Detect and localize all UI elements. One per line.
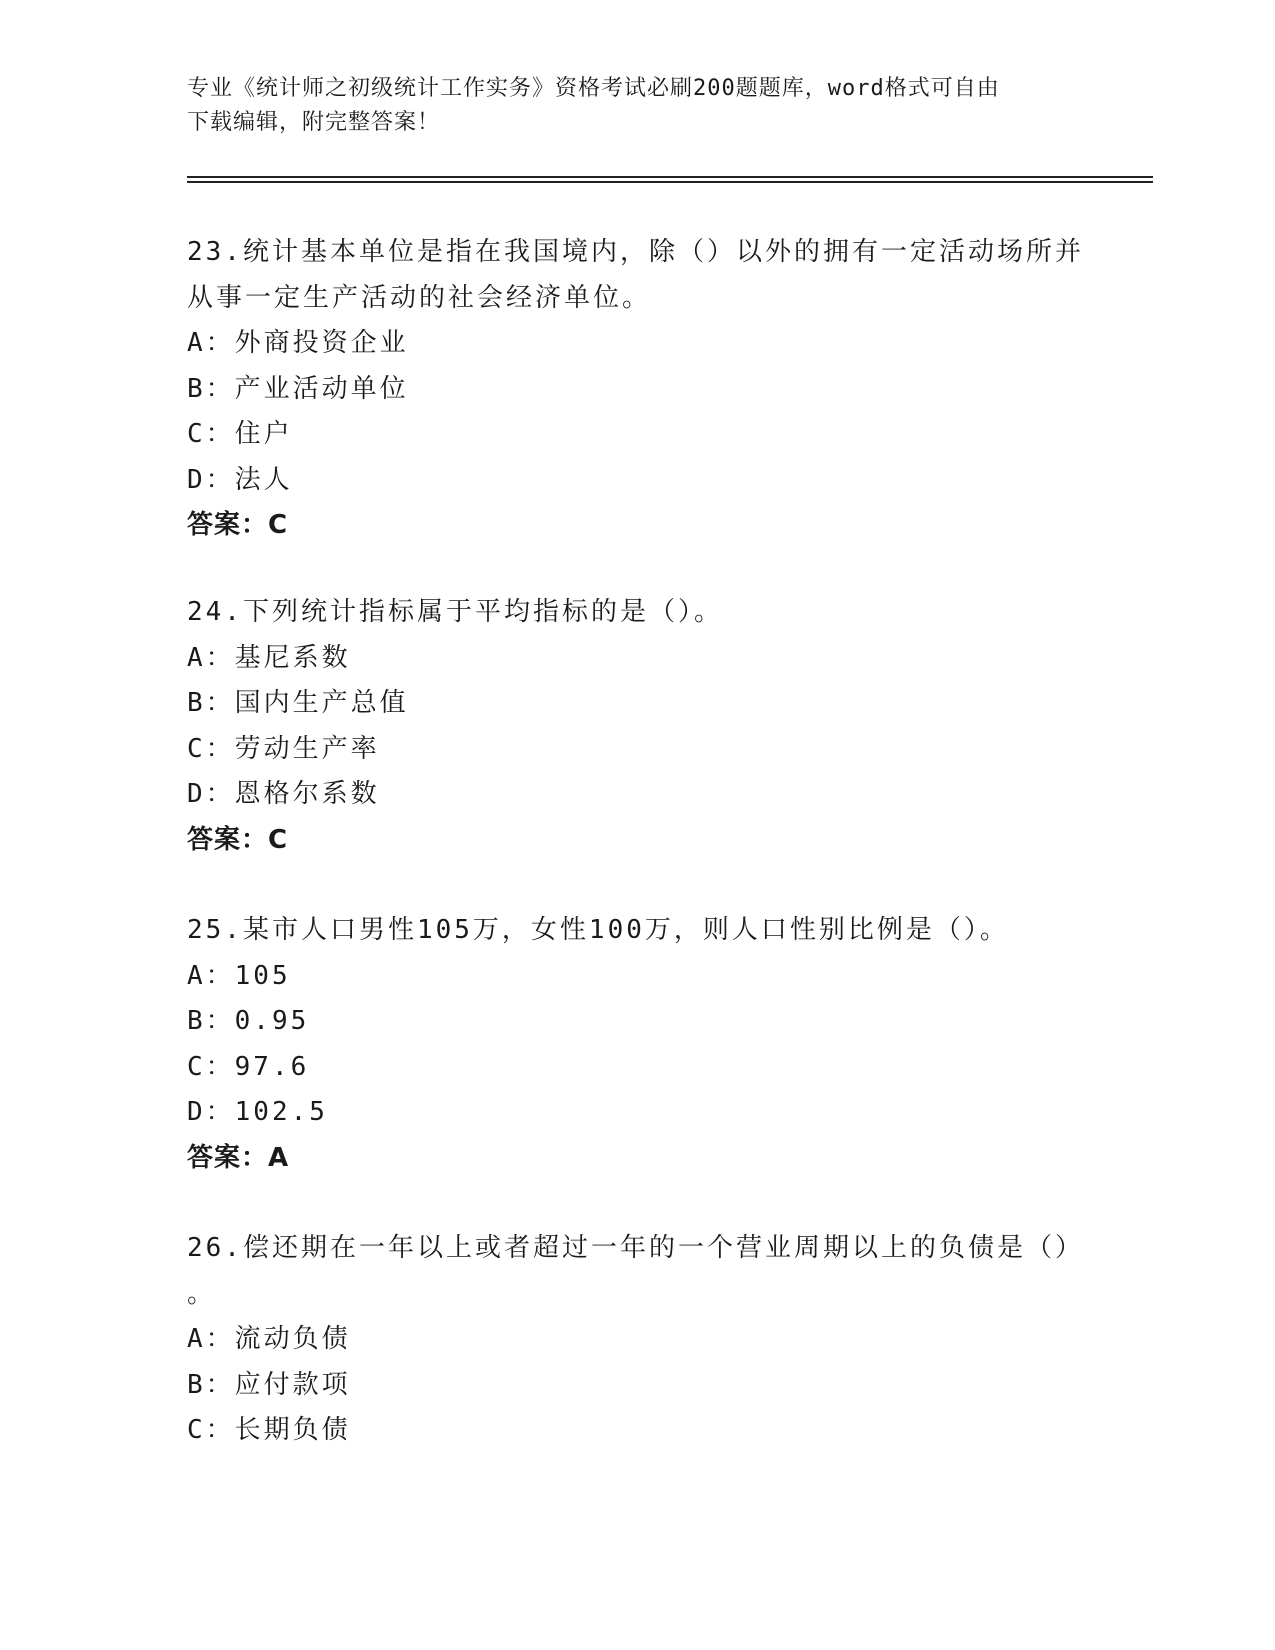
option-a: A：105 bbox=[187, 960, 291, 991]
option-d: D：恩格尔系数 bbox=[187, 779, 380, 809]
question-stem: 25.某市人口男性105万，女性100万，则人口性别比例是（）。 bbox=[187, 915, 1009, 945]
header-line-2: 下载编辑，附完整答案！ bbox=[187, 110, 441, 135]
question-24 bbox=[187, 590, 1087, 863]
header-divider-top bbox=[187, 176, 1153, 178]
header-divider-bottom bbox=[187, 181, 1153, 183]
option-a: A：基尼系数 bbox=[187, 642, 351, 673]
option-b: B：应付款项 bbox=[187, 1369, 351, 1400]
option-c: C：长期负债 bbox=[187, 1415, 351, 1445]
option-b: B：0.95 bbox=[187, 1006, 310, 1036]
option-b: B：产业活动单位 bbox=[187, 373, 409, 404]
option-d: D：102.5 bbox=[187, 1097, 328, 1127]
header-line-1: 专业《统计师之初级统计工作实务》资格考试必刷200题题库，word格式可自由 bbox=[187, 76, 1000, 101]
question-26 bbox=[187, 1226, 1087, 1454]
answer: 答案：C bbox=[187, 510, 289, 540]
option-b: B：国内生产总值 bbox=[187, 688, 409, 718]
option-c: C：劳动生产率 bbox=[187, 733, 380, 764]
option-d: D：法人 bbox=[187, 464, 293, 495]
option-a: A：外商投资企业 bbox=[187, 328, 409, 358]
question-25 bbox=[187, 908, 1087, 1181]
question-stem: 26.偿还期在一年以上或者超过一年的一个营业周期以上的负债是（） bbox=[187, 1233, 1084, 1263]
option-c: C：97.6 bbox=[187, 1051, 310, 1082]
question-stem-continued: 从事一定生产活动的社会经济单位。 bbox=[187, 282, 652, 313]
question-stem: 23.统计基本单位是指在我国境内，除（）以外的拥有一定活动场所并 bbox=[187, 237, 1084, 267]
answer: 答案：C bbox=[187, 824, 289, 855]
option-c: C：住户 bbox=[187, 419, 293, 449]
option-a: A：流动负债 bbox=[187, 1324, 351, 1354]
question-23 bbox=[187, 230, 1087, 549]
question-stem-continued: 。 bbox=[187, 1278, 217, 1309]
question-stem: 24.下列统计指标属于平均指标的是（）。 bbox=[187, 597, 723, 627]
answer: 答案：A bbox=[187, 1142, 290, 1173]
document-header bbox=[187, 72, 1087, 140]
